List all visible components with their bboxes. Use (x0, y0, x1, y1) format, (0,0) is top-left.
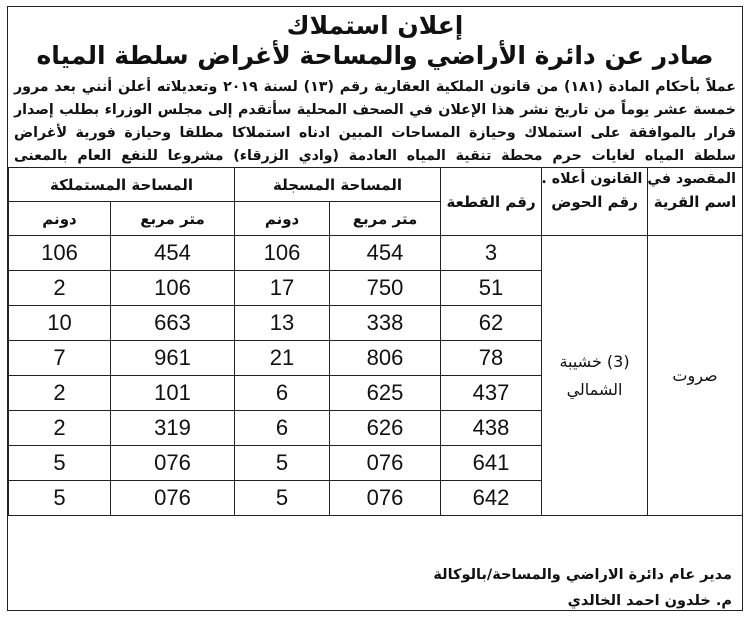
acq-dunum-cell: 10 (9, 306, 111, 341)
header-acq-dunum: دونم (9, 202, 111, 236)
parcels-table (8, 167, 743, 516)
reg-dunum-cell: 106 (235, 236, 330, 271)
reg-dunum-cell: 5 (235, 481, 330, 516)
acq-dunum-cell: 2 (9, 411, 111, 446)
reg-dunum-cell: 21 (235, 341, 330, 376)
acq-dunum-cell: 2 (9, 271, 111, 306)
header-reg-dunum: دونم (235, 202, 330, 236)
acq-sqm-cell: 319 (111, 411, 235, 446)
reg-dunum-cell: 13 (235, 306, 330, 341)
parcel-cell: 3 (441, 236, 542, 271)
notice-page (7, 6, 743, 611)
acq-sqm-cell: 076 (111, 446, 235, 481)
parcel-cell: 641 (441, 446, 542, 481)
acq-sqm-cell: 663 (111, 306, 235, 341)
signatory-name: م. خلدون احمد الخالدي (567, 593, 732, 609)
reg-sqm-cell: 625 (330, 376, 441, 411)
acq-dunum-cell: 5 (9, 481, 111, 516)
acq-dunum-cell: 5 (9, 446, 111, 481)
parcel-cell: 438 (441, 411, 542, 446)
signatory-title: مدير عام دائرة الاراضي والمساحة/بالوكالة (433, 567, 732, 583)
header-village: اسم القرية (648, 168, 743, 236)
parcel-cell: 51 (441, 271, 542, 306)
basin-cell: (3) خشيبة الشمالي (542, 236, 648, 516)
acq-sqm-cell: 454 (111, 236, 235, 271)
reg-dunum-cell: 6 (235, 411, 330, 446)
parcel-cell: 642 (441, 481, 542, 516)
table-row (9, 236, 743, 271)
reg-sqm-cell: 338 (330, 306, 441, 341)
reg-sqm-cell: 806 (330, 341, 441, 376)
reg-dunum-cell: 6 (235, 376, 330, 411)
notice-body: عملاً بأحكام المادة (١٨١) من قانون الملكية العقارية رقم (١٣) لسنة ٢٠١٩ وتعديلاته أعلن أنني بعد مرور خمسة عشر يوماً من تاريخ نشر هذا الإعلان في الصحف المحلية سأتقدم إلى مجلس الوزراء بطلب إصدار قرار بالموافقة على استملاك وحيازة المساحات المبين ادناه استملاكا مطلقا وحيازة فورية لأغراض سلطة المياه لغايات حرم محطة تنقية المياه العادمة (وادي الزرقاء) مشروعا للنفع العام بالمعنى المقصود في القانون أعلاه . (14, 79, 736, 187)
header-acq-sqm: متر مربع (111, 202, 235, 236)
acq-sqm-cell: 961 (111, 341, 235, 376)
reg-sqm-cell: 750 (330, 271, 441, 306)
acq-sqm-cell: 101 (111, 376, 235, 411)
parcel-cell: 62 (441, 306, 542, 341)
reg-dunum-cell: 5 (235, 446, 330, 481)
reg-dunum-cell: 17 (235, 271, 330, 306)
acq-sqm-cell: 106 (111, 271, 235, 306)
parcel-cell: 437 (441, 376, 542, 411)
header-basin: رقم الحوض (542, 168, 648, 236)
parcel-cell: 78 (441, 341, 542, 376)
notice-title: إعلان استملاك (286, 11, 464, 40)
header-registered-area: المساحة المسجلة (235, 168, 441, 202)
acq-dunum-cell: 7 (9, 341, 111, 376)
reg-sqm-cell: 454 (330, 236, 441, 271)
notice-subtitle: صادر عن دائرة الأراضي والمساحة لأغراض سلطة المياه (36, 41, 714, 70)
acq-dunum-cell: 106 (9, 236, 111, 271)
header-parcel: رقم القطعة (441, 168, 542, 236)
header-acquired-area: المساحة المستملكة (9, 168, 235, 202)
reg-sqm-cell: 626 (330, 411, 441, 446)
reg-sqm-cell: 076 (330, 481, 441, 516)
reg-sqm-cell: 076 (330, 446, 441, 481)
header-reg-sqm: متر مربع (330, 202, 441, 236)
acq-dunum-cell: 2 (9, 376, 111, 411)
acq-sqm-cell: 076 (111, 481, 235, 516)
village-cell: صروت (648, 236, 743, 516)
